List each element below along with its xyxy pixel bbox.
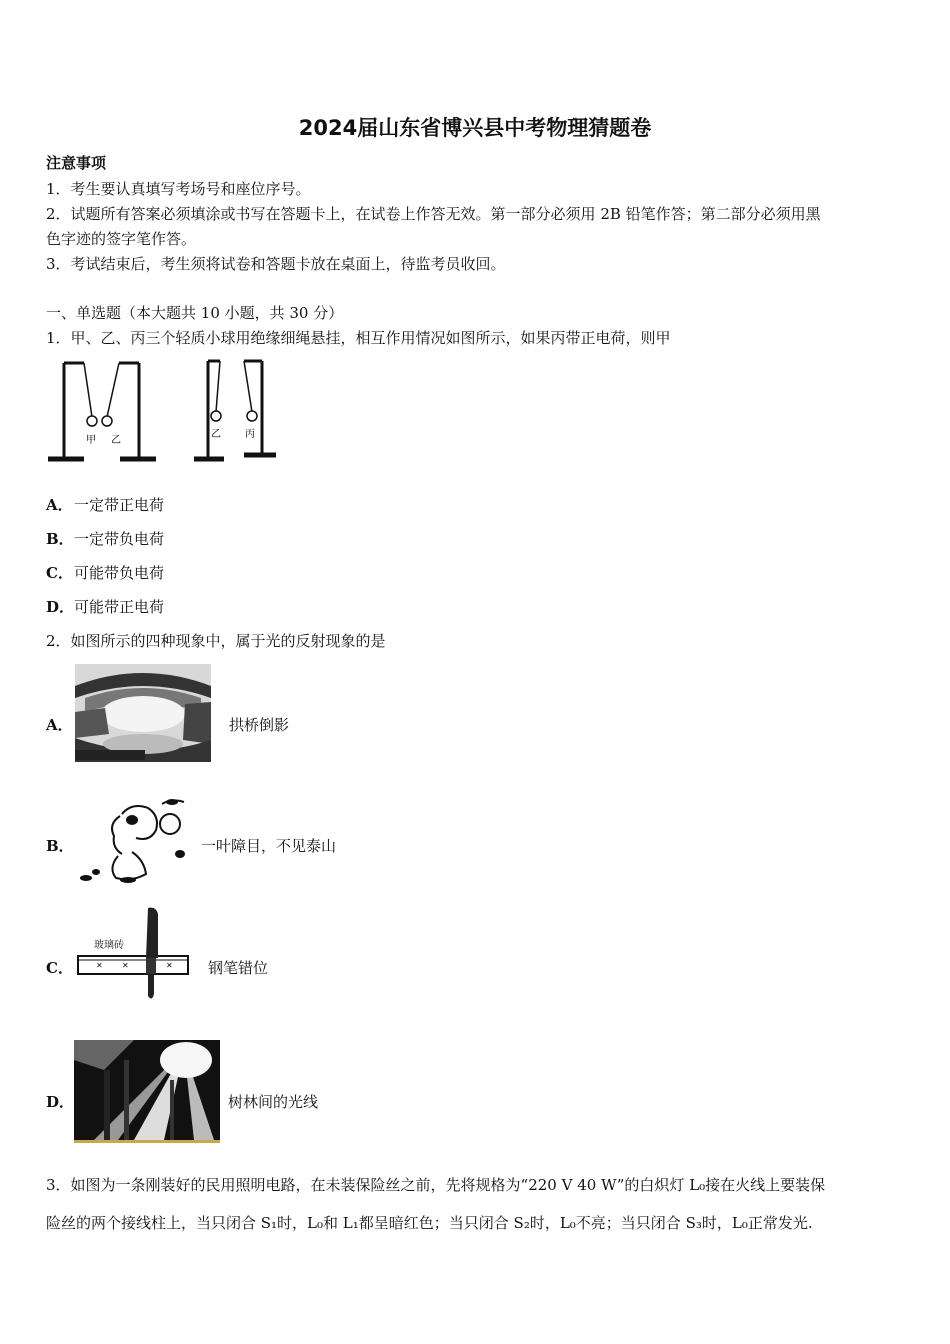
option-text: 一叶障目，不见泰山 bbox=[201, 837, 337, 855]
glass-block-label: 玻璃砖 bbox=[94, 940, 124, 951]
option-text: 一定带负电荷 bbox=[74, 530, 165, 548]
ball-label: 乙 bbox=[111, 435, 121, 446]
question-2-stem: 2．如图所示的四种现象中，属于光的反射现象的是 bbox=[46, 632, 386, 650]
ball-label: 甲 bbox=[86, 435, 96, 446]
section-heading: 一、单选题（本大题共 10 小题，共 30 分） bbox=[46, 304, 344, 322]
question-3-line: 3．如图为一条刚装好的民用照明电路，在未装保险丝之前，先将规格为“220 V 40 W”的白炽灯 L₀接在火线上要装保 bbox=[46, 1176, 826, 1194]
notice-item: 1．考生要认真填写考场号和座位序号。 bbox=[46, 180, 311, 198]
option-letter: A． bbox=[46, 496, 73, 514]
glass-pen-figure bbox=[74, 904, 194, 1002]
option-text: 树林间的光线 bbox=[228, 1093, 319, 1111]
option-letter: D． bbox=[46, 598, 75, 616]
notice-item: 2．试题所有答案必须填涂或书写在答题卡上，在试卷上作答无效。第一部分必须用 2B 铅笔作答；第二部分必须用黑 bbox=[46, 205, 821, 223]
option-letter: B． bbox=[46, 530, 74, 548]
option-letter: D． bbox=[46, 1093, 75, 1111]
question-1-stem: 1．甲、乙、丙三个轻质小球用绝缘细绳悬挂，相互作用情况如图所示，如果丙带正电荷，则甲 bbox=[46, 329, 671, 347]
question-3-line: 险丝的两个接线柱上，当只闭合 S₁时，L₀和 L₁都呈暗红色；当只闭合 S₂时，L₀不亮；当只闭合 S₃时，L₀正常发光. bbox=[46, 1214, 813, 1232]
svg-text:✕: ✕ bbox=[96, 961, 103, 970]
forest-light-photo bbox=[74, 1040, 220, 1144]
option-letter: C． bbox=[46, 959, 73, 977]
notice-item: 3．考试结束后，考生须将试卷和答题卡放在桌面上，待监考员收回。 bbox=[46, 255, 506, 273]
svg-text:✕: ✕ bbox=[166, 961, 173, 970]
option-text: 钢笔错位 bbox=[208, 959, 269, 977]
bridge-reflection-photo bbox=[75, 664, 211, 762]
notice-item: 色字迹的签字笔作答。 bbox=[46, 230, 197, 248]
svg-text:✕: ✕ bbox=[122, 961, 129, 970]
option-text: 拱桥倒影 bbox=[229, 716, 290, 734]
option-text: 一定带正电荷 bbox=[74, 496, 165, 514]
page-title: 2024届山东省博兴县中考物理猜题卷 bbox=[298, 116, 652, 140]
option-letter: C． bbox=[46, 564, 73, 582]
ball-label: 丙 bbox=[245, 429, 255, 440]
charged-balls-figure bbox=[44, 355, 284, 467]
option-text: 可能带负电荷 bbox=[74, 564, 165, 582]
option-letter: A． bbox=[46, 716, 73, 734]
ball-label: 乙 bbox=[211, 429, 221, 440]
option-letter: B． bbox=[46, 837, 74, 855]
option-text: 可能带正电荷 bbox=[74, 598, 165, 616]
notice-heading: 注意事项 bbox=[46, 154, 107, 172]
leaf-eye-cartoon bbox=[72, 794, 192, 886]
